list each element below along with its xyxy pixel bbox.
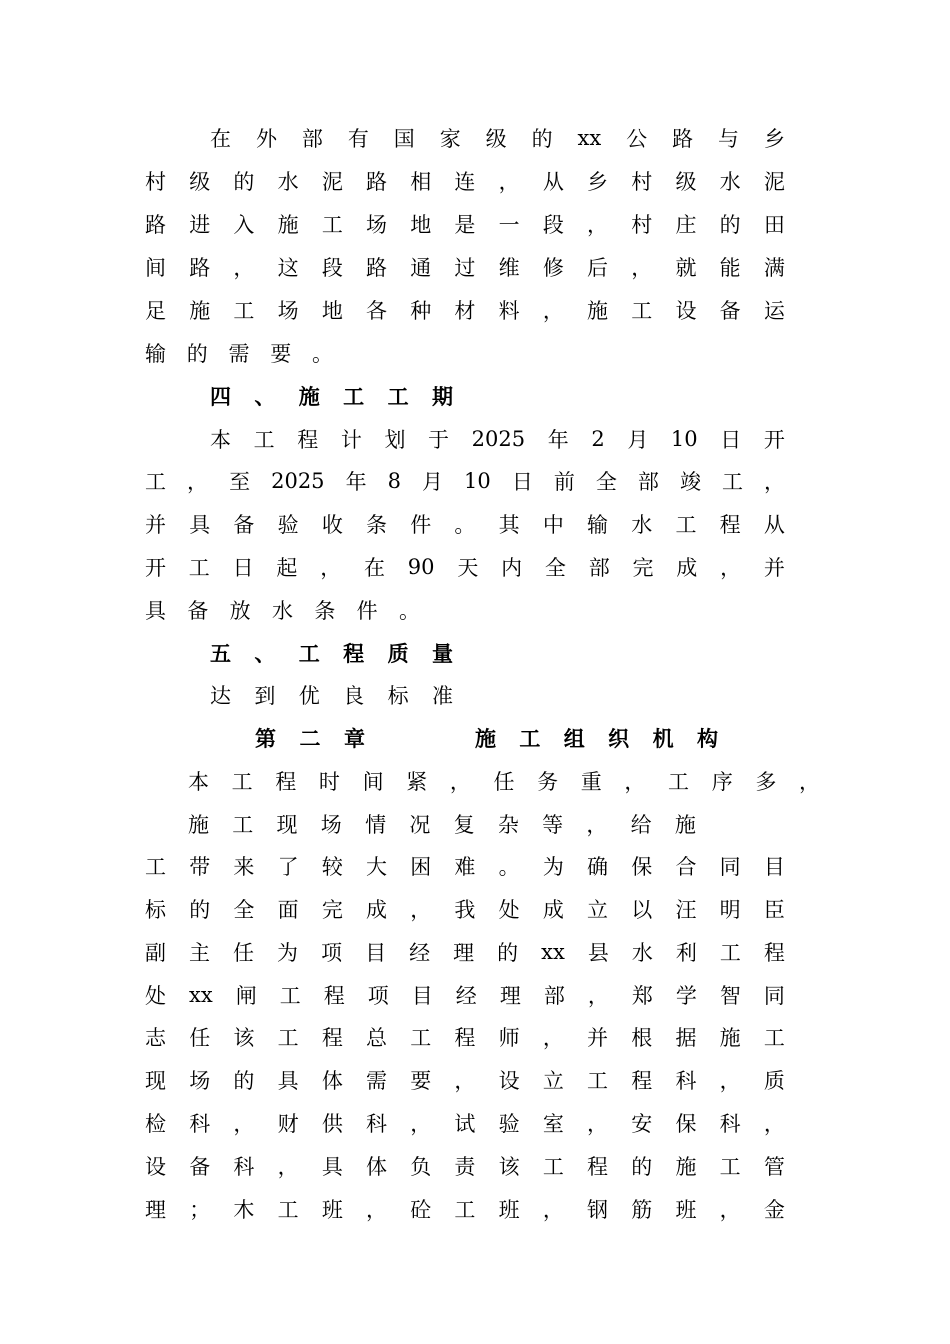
text-line: 四 、 施 工 工 期: [210, 384, 453, 409]
text-line: 本 工 程 计 划 于 2025 年 2 月 10 日 开: [210, 427, 785, 452]
text-line: 工 带 来 了 较 大 困 难 。 为 确 保 合 同 目: [145, 855, 785, 879]
text-line: 间 路 ， 这 段 路 通 过 维 修 后 ， 就 能 满: [145, 256, 785, 280]
text-line: 并 具 备 验 收 条 件 。 其 中 输 水 工 程 从: [145, 513, 785, 537]
text-line: 第 二 章: [255, 726, 365, 751]
text-line: 处 xx 闸 工 程 项 目 经 理 部 ， 郑 学 智 同: [145, 983, 785, 1008]
text-line: 输 的 需 要 。: [145, 342, 333, 366]
text-line: 工 ， 至 2025 年 8 月 10 日 前 全 部 竣 工 ，: [145, 469, 785, 494]
text-line: 路 进 入 施 工 场 地 是 一 段 ， 村 庄 的 田: [145, 213, 785, 237]
text-line: 志 任 该 工 程 总 工 程 师 ， 并 根 据 施 工: [145, 1026, 785, 1050]
text-line: 设 备 科 ， 具 体 负 责 该 工 程 的 施 工 管: [145, 1155, 785, 1179]
text-line: 施 工 现 场 情 况 复 杂 等 ， 给 施: [188, 813, 696, 837]
text-line: 标 的 全 面 完 成 ， 我 处 成 立 以 汪 明 臣: [145, 898, 785, 922]
text-line: 足 施 工 场 地 各 种 材 料 ， 施 工 设 备 运: [145, 299, 785, 323]
text-line: 在 外 部 有 国 家 级 的 xx 公 路 与 乡: [210, 126, 785, 151]
text-line: 村 级 的 水 泥 路 相 连 ， 从 乡 村 级 水 泥: [145, 170, 785, 194]
text-line: 开 工 日 起 ， 在 90 天 内 全 部 完 成 ， 并: [145, 555, 785, 580]
text-line: 副 主 任 为 项 目 经 理 的 xx 县 水 利 工 程: [145, 940, 785, 965]
text-line: 达 到 优 良 标 准: [210, 684, 453, 708]
text-line: 现 场 的 具 体 需 要 ， 设 立 工 程 科 ， 质: [145, 1069, 785, 1093]
text-line: 具 备 放 水 条 件 。: [145, 599, 420, 623]
text-line: 检 科 ， 财 供 科 ， 试 验 室 ， 安 保 科 ，: [145, 1112, 785, 1136]
text-line: 施 工 组 织 机 构: [475, 726, 718, 751]
text-line: 理 ； 木 工 班 ， 砼 工 班 ， 钢 筋 班 ， 金: [145, 1198, 785, 1222]
text-line: 五 、 工 程 质 量: [210, 641, 453, 666]
text-line: 本 工 程 时 间 紧 ， 任 务 重 ， 工 序 多 ，: [188, 770, 820, 794]
